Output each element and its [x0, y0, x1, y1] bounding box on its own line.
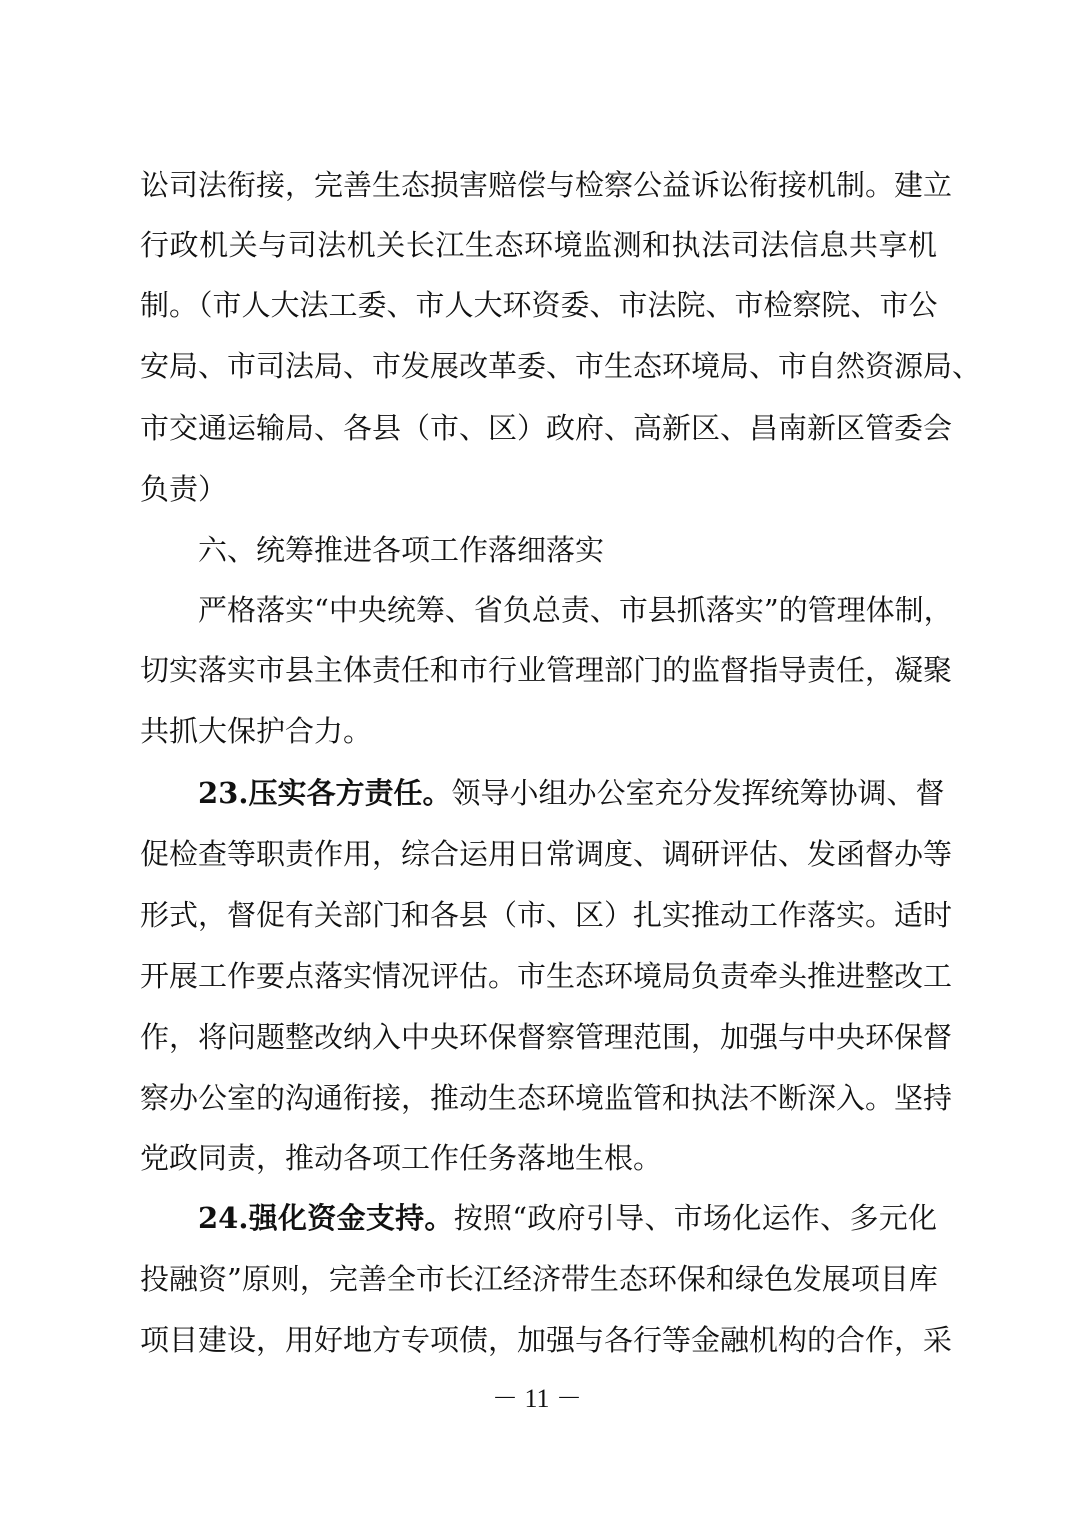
text-line: 投融资”原则，完善全市长江经济带生态环保和绿色发展项目库: [140, 1262, 938, 1296]
text-line: 制。（市人大法工委、市人大环资委、市法院、市检察院、市公: [140, 288, 938, 322]
item-24-title: 24.强化资金支持。: [198, 1201, 454, 1235]
text-line: 行政机关与司法机关长江生态环境监测和执法司法信息共享机: [140, 228, 937, 262]
text-span: 按照“政府引导、市场化运作、多元化: [453, 1201, 938, 1235]
text-line: 促检查等职责作用，综合运用日常调度、调研评估、发函督办等: [140, 837, 953, 871]
text-line: 市交通运输局、各县（市、区）政府、高新区、昌南新区管委会: [140, 411, 953, 445]
item-23-first-line: [198, 773, 945, 813]
text-line: 负责）: [140, 472, 228, 506]
text-line: 形式，督促有关部门和各县（市、区）扎实推动工作落实。适时: [140, 898, 953, 932]
text-line: 党政同责，推动各项工作任务落地生根。: [140, 1141, 663, 1175]
section-heading: 六、统筹推进各项工作落细落实: [198, 533, 605, 567]
text-line: 项目建设，用好地方专项债，加强与各行等金融机构的合作，采: [140, 1323, 953, 1357]
item-24-first-line: [198, 1198, 937, 1238]
page-number: － 11 －: [491, 1384, 583, 1413]
text-line: 开展工作要点落实情况评估。市生态环境局负责牵头推进整改工: [140, 959, 953, 993]
text-span: 领导小组办公室充分发挥统筹协调、督: [451, 776, 945, 810]
text-line: 严格落实“中央统筹、省负总责、市县抓落实”的管理体制，: [198, 593, 953, 627]
text-line: 讼司法衔接，完善生态损害赔偿与检察公益诉讼衔接机制。建立: [140, 168, 953, 202]
text-line: 共抓大保护合力。: [140, 714, 373, 748]
text-line: 切实落实市县主体责任和市行业管理部门的监督指导责任，凝聚: [140, 653, 953, 687]
item-23-title: 23.压实各方责任。: [198, 776, 452, 810]
text-line: 安局、市司法局、市发展改革委、市生态环境局、市自然资源局、: [140, 349, 982, 383]
text-line: 作，将问题整改纳入中央环保督察管理范围，加强与中央环保督: [140, 1020, 953, 1054]
text-line: 察办公室的沟通衔接，推动生态环境监管和执法不断深入。坚持: [140, 1081, 953, 1115]
